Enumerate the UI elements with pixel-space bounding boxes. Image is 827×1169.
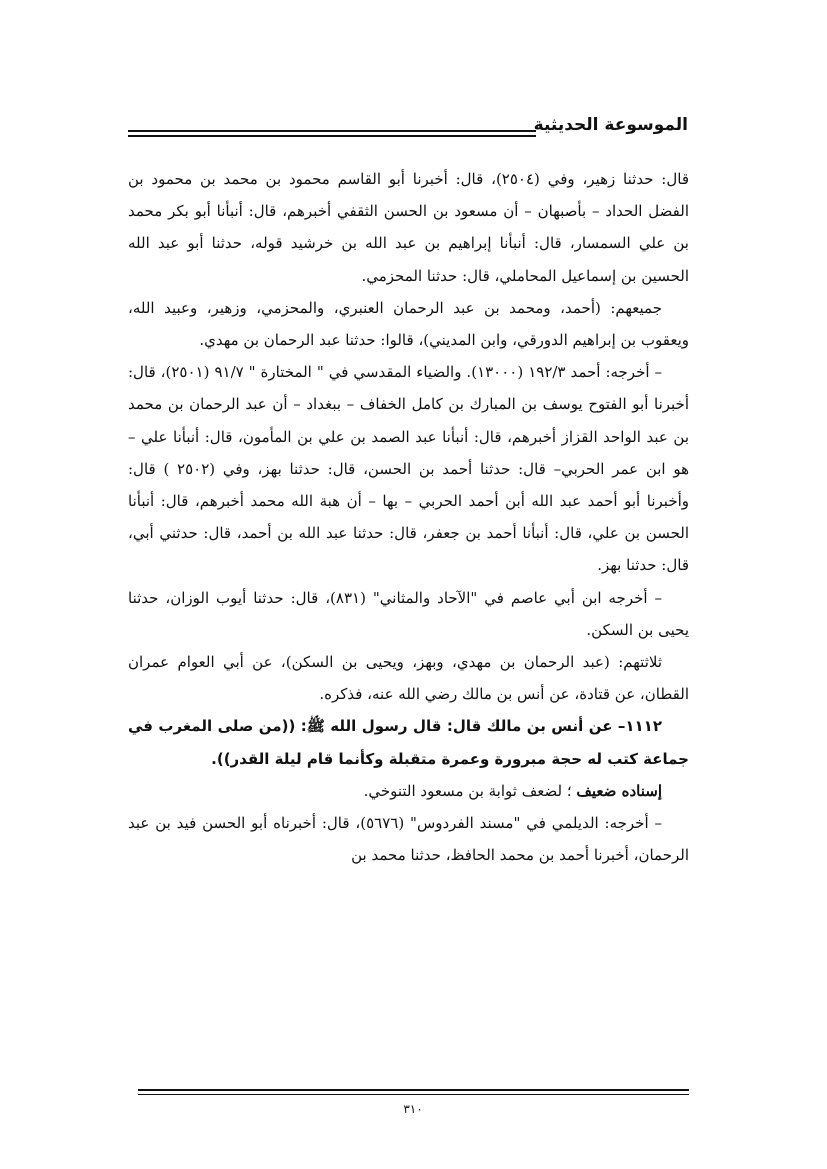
body-paragraph-1: قال: حدثنا زهير، وفي (٢٥٠٤)، قال: أخبرنا أبو القاسم محمود بن محمد بن محمود بن الفضل الحداد – بأصبهان – أن مسعود بن الحسن الثقفي أخبرهم، قال: أنبأنا أبو بكر محمد بن علي السمسار، قال: أنبأنا إبراهيم بن عبد الله بن خرشيد قوله، حدثنا أبو عبد الله الحسين بن إسماعيل المحاملي، قال: حدثنا المحزمي. — [128, 170, 689, 285]
running-header — [128, 112, 688, 142]
page-number: ٣١٠ — [403, 1102, 423, 1116]
footer-rule — [138, 1089, 689, 1091]
grading-line — [128, 775, 689, 807]
hadith-text: ١١١٢– عن أنس بن مالك قال: قال رسول الله ﷺ: ((من صلى المغرب في جماعة كتب له حجة مبرورة وعمرة متقبلة وكأنما قام ليلة القدر)). — [128, 717, 689, 768]
header-rule-lower — [128, 135, 536, 137]
header-rule — [128, 130, 536, 132]
page-body — [128, 163, 689, 871]
body-paragraph-6: – أخرجه: الديلمي في "مسند الفردوس" (٥٦٧٦)، قال: أخبرناه أبو الحسن فيد بن عبد الرحمان، أخبرنا أحمد بن محمد الحافظ، حدثنا محمد بن — [128, 814, 689, 865]
grading-reason: ؛ لضعف ثوابة بن مسعود التنوخي. — [363, 781, 577, 800]
body-paragraph-3: – أخرجه: أحمد ١٩٢/٣ (١٣٠٠٠). والضياء المقدسي في " المختارة " ٩١/٧ (٢٥٠١)، قال: أخبرنا أبو الفتوح يوسف بن المبارك بن كامل الخفاف – ببغداد – أن عبد الرحمان بن محمد بن عبد الواحد القزاز أخبرهم، قال: أنبأنا عبد الصمد بن علي بن المأمون، قال: أنبأنا علي – هو ابن عمر الحربي– قال: حدثنا أحمد بن الحسن، قال: حدثنا بهز، وفي (٢٥٠٢ ) قال: وأخبرنا أبو أحمد عبد الله أبن أحمد الحربي – بها – أن هبة الله محمد أخبرهم، قال: أنبأنا الحسن بن علي، قال: أنبأنا أحمد بن جعفر، قال: حدثنا عبد الله بن أحمد، قال: حدثني أبي، قال: حدثنا بهز. — [128, 363, 689, 575]
body-paragraph-2: جميعهم: (أحمد، ومحمد بن عبد الرحمان العنبري، والمحزمي، وزهير، وعبيد الله، ويعقوب بن إبراهيم الدورقي، وابن المديني)، قالوا: حدثنا عبد الرحمان بن مهدي. — [128, 298, 689, 350]
header-title: الموسوعة الحديثية — [533, 115, 688, 135]
grading-label: إسناده ضعيف — [576, 781, 662, 800]
body-paragraph-4: – أخرجه ابن أبي عاصم في "الآحاد والمثاني" (٨٣١)، قال: حدثنا أيوب الوزان، حدثنا يحيى بن السكن. — [128, 588, 689, 639]
body-paragraph-5: ثلاثتهم: (عبد الرحمان بن مهدي، وبهز، ويحيى بن السكن)، عن أبي العوام عمران القطان، عن قتادة، عن أنس بن مالك رضي الله عنه، فذكره. — [128, 653, 689, 704]
footer-rule-lower — [138, 1094, 689, 1095]
